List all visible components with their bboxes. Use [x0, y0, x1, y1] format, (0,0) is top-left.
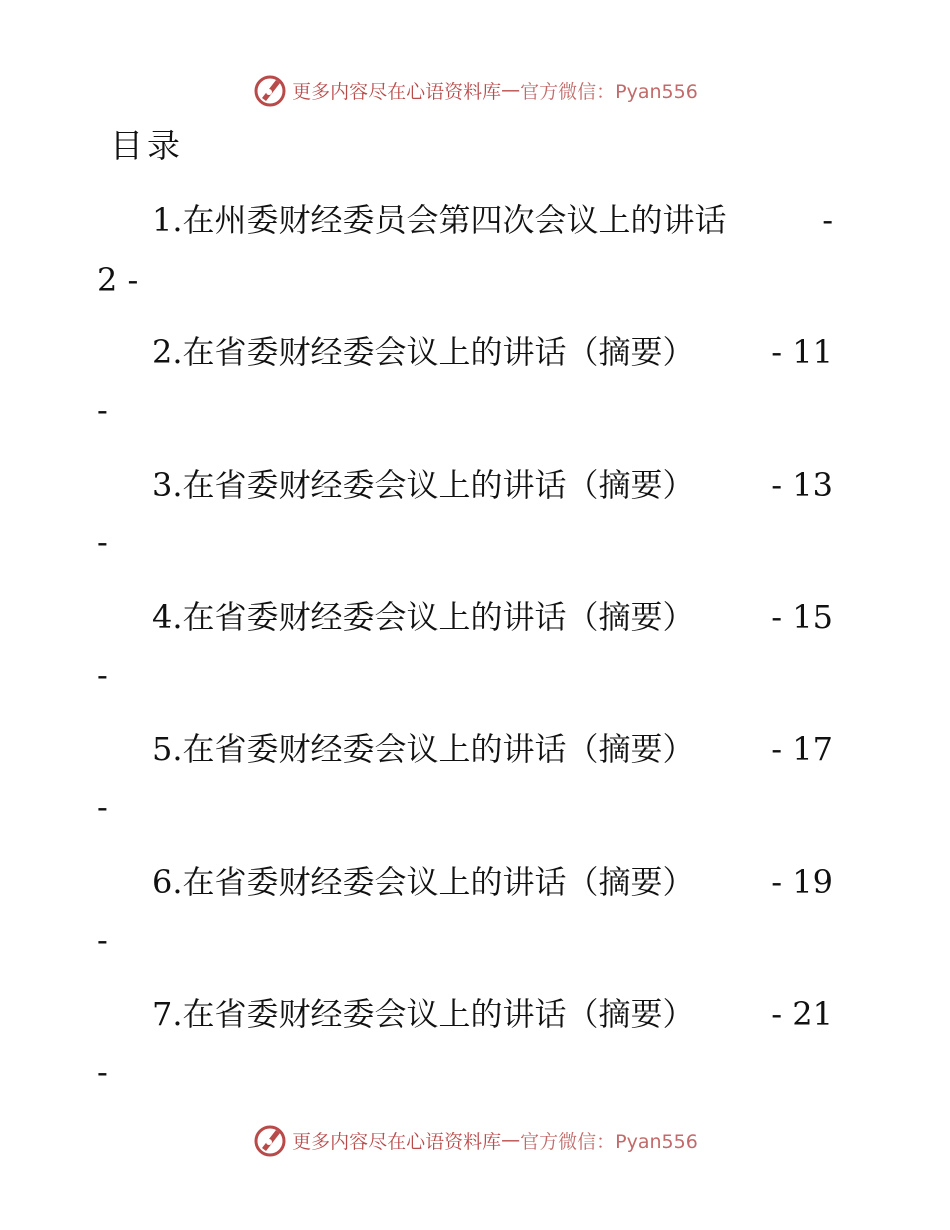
toc-entry-page: - [822, 201, 833, 239]
pen-logo-icon [252, 72, 288, 108]
toc-entry-tail: - [97, 788, 108, 826]
banner-wechat: 官方微信：Pyan556 [520, 1130, 698, 1153]
toc-entry-title[interactable]: 2.在省委财经委会议上的讲话（摘要） [152, 333, 695, 371]
toc-entry-title[interactable]: 7.在省委财经委会议上的讲话（摘要） [152, 995, 695, 1033]
toc-entry-page: - 21 [771, 995, 833, 1033]
toc-entry-tail: - [97, 656, 108, 694]
banner-dash: — [501, 79, 521, 101]
toc-entry-page: - 11 [771, 333, 833, 371]
banner-text: 更多内容尽在心语资料库 [292, 80, 502, 103]
banner-text: 更多内容尽在心语资料库 [292, 1130, 502, 1153]
toc-entry-tail: - [97, 523, 108, 561]
toc-entry-page: - 13 [771, 466, 833, 504]
toc-title: 目录 [110, 126, 184, 165]
toc-entry-title[interactable]: 5.在省委财经委会议上的讲话（摘要） [152, 730, 695, 768]
toc-entry-title[interactable]: 1.在州委财经委员会第四次会议上的讲话 [152, 201, 727, 239]
banner-wechat: 官方微信：Pyan556 [520, 80, 698, 103]
footer-banner [0, 1120, 950, 1160]
banner-dash: — [501, 1129, 521, 1151]
toc-entry-page: - 17 [771, 730, 833, 768]
toc-entry-title[interactable]: 6.在省委财经委会议上的讲话（摘要） [152, 863, 695, 901]
toc-entry-title[interactable]: 3.在省委财经委会议上的讲话（摘要） [152, 466, 695, 504]
pen-logo-icon [252, 1122, 288, 1158]
toc-entry-title[interactable]: 4.在省委财经委会议上的讲话（摘要） [152, 598, 695, 636]
toc-entry-tail: - [97, 391, 108, 429]
toc-entry-tail: 2 - [97, 261, 139, 299]
toc-entry-tail: - [97, 1053, 108, 1091]
header-banner [0, 70, 950, 110]
toc-entry-tail: - [97, 921, 108, 959]
toc-entry-page: - 19 [771, 863, 833, 901]
toc-entry-page: - 15 [771, 598, 833, 636]
